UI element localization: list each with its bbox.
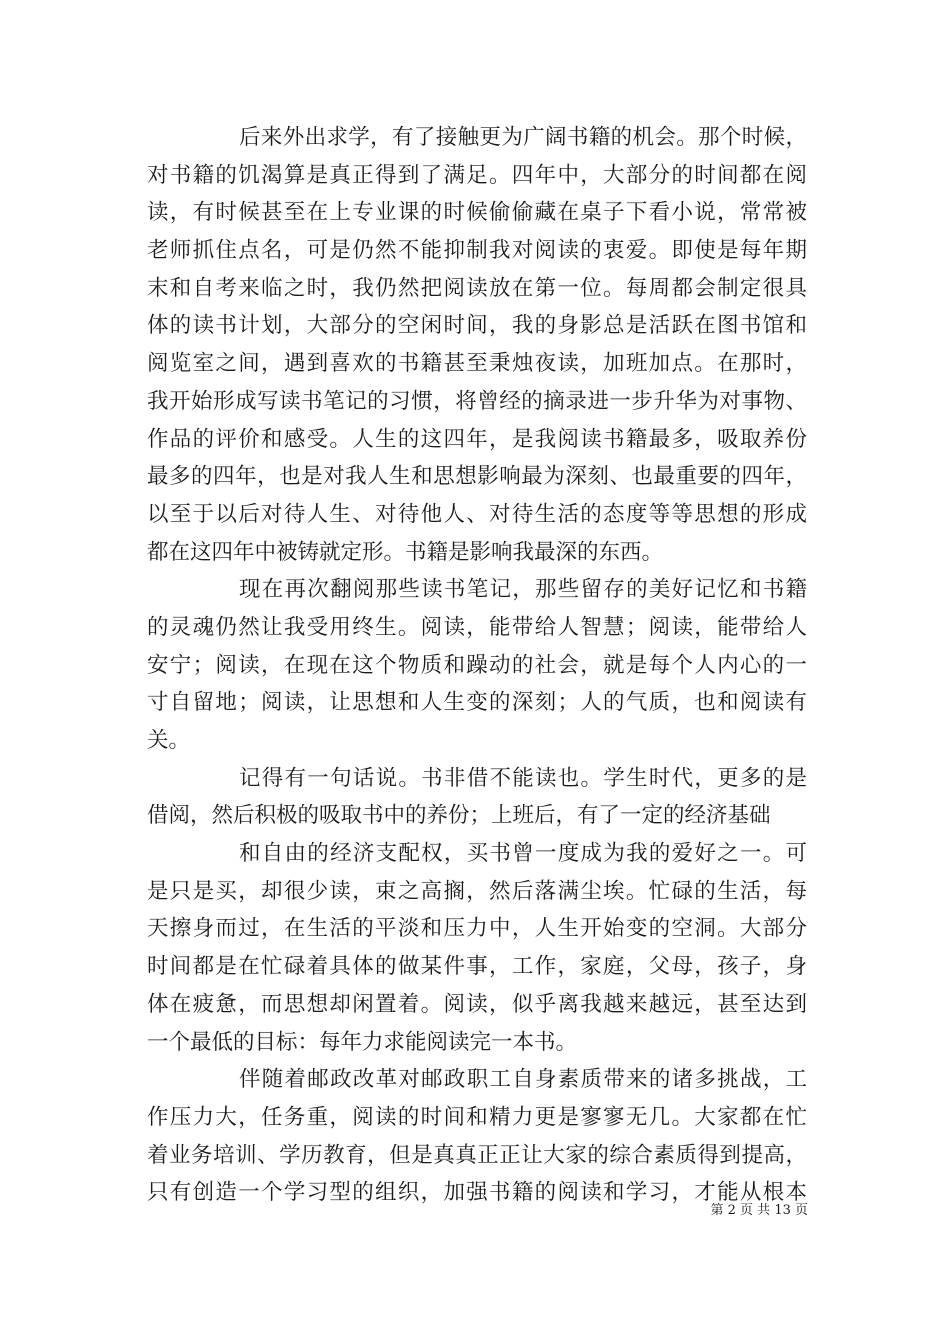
page-number: 第 2 页 共 13 页 xyxy=(710,1203,808,1218)
text-line: 老师抓住点名，可是仍然不能抑制我对阅读的衷爱。即使是每年期 xyxy=(147,238,807,264)
text-line: 都在这四年中被铸就定形。书籍是影响我最深的东西。 xyxy=(147,539,664,565)
text-line: 寸自留地；阅读，让思想和人生变的深刻；人的气质，也和阅读有 xyxy=(147,690,807,716)
text-line: 作品的评价和感受。人生的这四年，是我阅读书籍最多，吸取养份 xyxy=(147,426,807,452)
text-line: 以至于以后对待人生、对待他人、对待生活的态度等等思想的形成 xyxy=(147,501,807,527)
text-line: 安宁；阅读，在现在这个物质和躁动的社会，就是每个人内心的一 xyxy=(147,652,807,678)
text-line: 只有创造一个学习型的组织，加强书籍的阅读和学习，才能从根本 xyxy=(147,1180,807,1206)
text-line: 阅览室之间，遇到喜欢的书籍甚至秉烛夜读，加班加点。在那时， xyxy=(147,351,807,377)
text-line: 关。 xyxy=(147,728,191,753)
text-line: 我开始形成写读书笔记的习惯，将曾经的摘录进一步升华为对事物、 xyxy=(147,388,807,414)
body-text xyxy=(147,119,807,1212)
text-line: 读，有时候甚至在上专业课的时候偷偷藏在桌子下看小说，常常被 xyxy=(147,200,807,226)
text-line: 体在疲惫，而思想却闲置着。阅读，似乎离我越来越远，甚至达到 xyxy=(147,991,807,1017)
text-line: 现在再次翻阅那些读书笔记，那些留存的美好记忆和书籍 xyxy=(239,577,807,603)
text-line: 对书籍的饥渴算是真正得到了满足。四年中，大部分的时间都在阅 xyxy=(147,162,807,188)
text-line: 最多的四年，也是对我人生和思想影响最为深刻、也最重要的四年， xyxy=(147,464,807,490)
text-line: 记得有一句话说。书非借不能读也。学生时代，更多的是 xyxy=(239,765,807,791)
text-line: 体的读书计划，大部分的空闲时间，我的身影总是活跃在图书馆和 xyxy=(147,313,807,339)
text-line: 借阅，然后积极的吸取书中的养份；上班后，有了一定的经济基础 xyxy=(147,803,771,829)
text-line: 的灵魂仍然让我受用终生。阅读，能带给人智慧；阅读，能带给人 xyxy=(147,614,807,640)
text-line: 和自由的经济支配权，买书曾一度成为我的爱好之一。可 xyxy=(239,841,807,867)
text-line: 着业务培训、学历教育，但是真真正正让大家的综合素质得到提高， xyxy=(147,1142,807,1168)
text-line: 后来外出求学，有了接触更为广阔书籍的机会。那个时候， xyxy=(239,125,807,150)
text-line: 作压力大，任务重，阅读的时间和精力更是寥寥无几。大家都在忙 xyxy=(147,1104,807,1130)
text-line: 天擦身而过，在生活的平淡和压力中，人生开始变的空洞。大部分 xyxy=(147,916,807,942)
text-line: 时间都是在忙碌着具体的做某件事，工作，家庭，父母，孩子，身 xyxy=(147,954,807,980)
text-line: 是只是买，却很少读，束之高搁，然后落满尘埃。忙碌的生活，每 xyxy=(147,878,807,904)
text-line: 伴随着邮政改革对邮政职工自身素质带来的诸多挑战，工 xyxy=(239,1067,807,1093)
text-line: 一个最低的目标：每年力求能阅读完一本书。 xyxy=(147,1029,578,1055)
text-line: 末和自考来临之时，我仍然把阅读放在第一位。每周都会制定很具 xyxy=(147,275,807,301)
